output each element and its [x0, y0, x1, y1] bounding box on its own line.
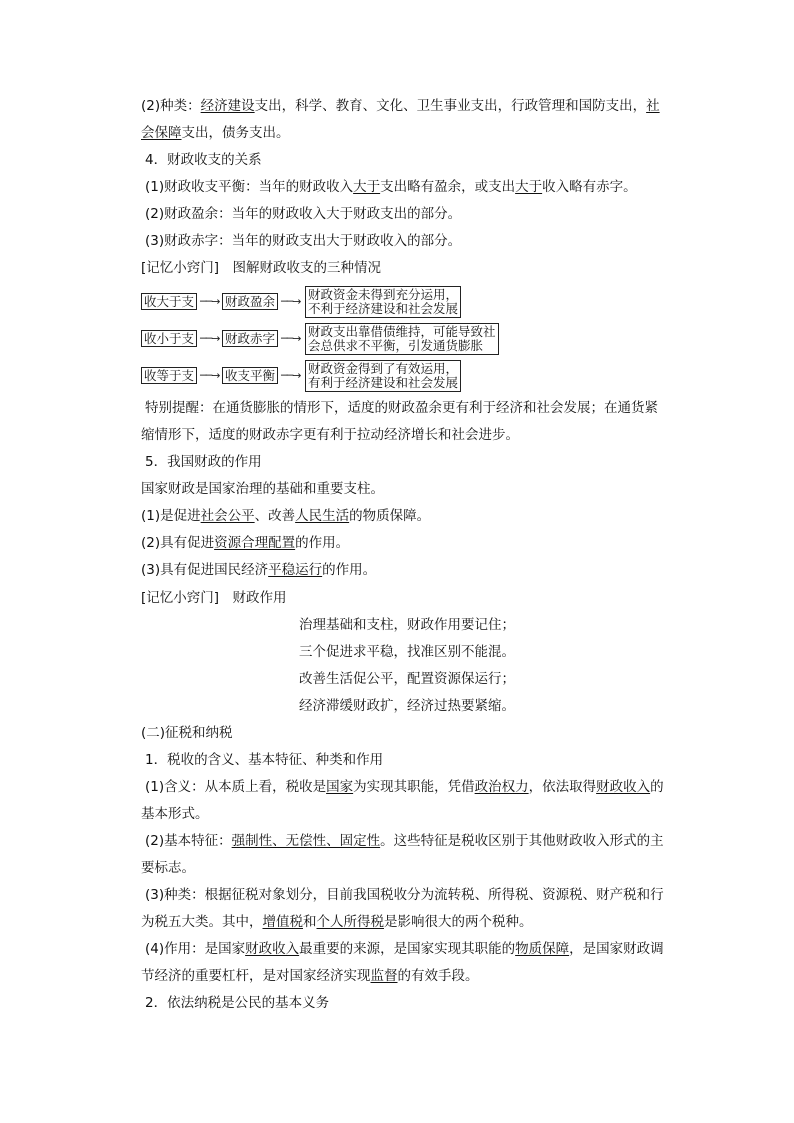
- memory-tip-heading: [记忆小窍门] 财政作用: [141, 590, 287, 606]
- role-item-2: [141, 533, 349, 553]
- underlined-term: 政治权力: [474, 779, 529, 795]
- result-box: [305, 286, 461, 318]
- arrow-icon: ──→: [281, 332, 301, 345]
- tax-features-line2: 要标志。: [141, 860, 195, 876]
- text: (3)具有促进国民经济: [141, 562, 269, 578]
- special-reminder-line1: 特别提醒：在通货膨胀的情形下，适度的财政盈余更有利于经济和社会发展；在通货紧: [145, 400, 658, 416]
- expenditure-types-line1: [141, 96, 660, 116]
- intro-paragraph: 国家财政是国家治理的基础和重要支柱。: [141, 481, 384, 497]
- result-line: 有利于经济建设和社会发展: [308, 375, 459, 390]
- underlined-term: 增值税: [262, 914, 303, 930]
- text: ，是国家财政调: [569, 941, 664, 957]
- poem-line: 三个促进求平稳，找准区别不能混。: [299, 644, 515, 660]
- state-box: 财政赤字: [222, 330, 278, 347]
- text: (2)具有促进: [141, 535, 215, 551]
- section-heading: 4．财政收支的关系: [145, 152, 262, 168]
- text: 的: [650, 779, 664, 795]
- section-heading: 5．我国财政的作用: [145, 454, 262, 470]
- expenditure-types-line2: [141, 123, 290, 143]
- text: 收入略有赤字。: [542, 179, 637, 195]
- memory-tip-heading: [记忆小窍门] 图解财政收支的三种情况: [141, 260, 382, 276]
- arrow-icon: ──→: [200, 295, 220, 308]
- result-line: 财政资金得到了有效运用，: [308, 361, 459, 376]
- text: (1)财政收支平衡：当年的财政收入: [145, 179, 354, 195]
- underlined-term: 国家: [326, 779, 354, 795]
- text: 的作用。: [295, 535, 350, 551]
- underlined-term: 强制性、无偿性、固定性: [231, 833, 381, 849]
- text: (1)含义：从本质上看，税收是: [145, 779, 327, 795]
- underlined-term: 人民生活: [295, 508, 350, 524]
- text: 、改善: [254, 508, 296, 524]
- diagram-row-surplus: [141, 286, 541, 318]
- result-box: [305, 323, 499, 355]
- role-item-3: [141, 560, 376, 580]
- diagram-row-deficit: [141, 323, 541, 355]
- state-box: 收支平衡: [222, 367, 278, 384]
- condition-box: 收等于支: [141, 367, 197, 384]
- poem-line: 治理基础和支柱，财政作用要记住；: [299, 617, 515, 633]
- underlined-term: 大于: [353, 179, 381, 195]
- text: 最重要的来源，是国家实现其职能的: [299, 941, 516, 957]
- tax-role-line2: [141, 966, 479, 986]
- arrow-icon: ──→: [200, 332, 220, 345]
- result-line: 会总供求不平衡，引发通货膨胀: [308, 338, 484, 353]
- text: (1)是促进: [141, 508, 201, 524]
- tax-meaning-line1: [145, 777, 664, 797]
- underlined-term: 会保障: [141, 125, 182, 141]
- underlined-term: 经济建设: [200, 98, 255, 114]
- section-title: (二)征税和纳税: [141, 725, 233, 741]
- text: 支出略有盈余，或支出: [380, 179, 516, 195]
- underlined-term: 财政收入: [596, 779, 651, 795]
- underlined-term: 平稳运行: [268, 562, 323, 578]
- text: 支出，债务支出。: [181, 125, 290, 141]
- text: 为实现其职能，凭借: [353, 779, 475, 795]
- tax-features-line1: [145, 831, 664, 851]
- result-line: 财政支出靠借债维持，可能导致社: [308, 324, 496, 339]
- text: 。这些特征是税收区别于其他财政收入形式的主: [380, 833, 664, 849]
- special-reminder-line2: 缩情形下，适度的财政赤字更有利于拉动经济增长和社会进步。: [141, 427, 519, 443]
- arrow-icon: ──→: [281, 369, 301, 382]
- tax-meaning-line2: 基本形式。: [141, 806, 209, 822]
- tax-role-line1: [145, 939, 664, 959]
- text: 为税五大类。其中，: [141, 914, 263, 930]
- text: (2)种类：: [141, 98, 201, 114]
- tax-types-line2: [141, 912, 533, 932]
- underlined-term: 监督: [370, 968, 398, 984]
- text: 节经济的重要杠杆，是对国家经济实现: [141, 968, 371, 984]
- text: 的物质保障。: [349, 508, 431, 524]
- underlined-term: 个人所得税: [316, 914, 384, 930]
- surplus-paragraph: (2)财政盈余：当年的财政收入大于财政支出的部分。: [145, 206, 462, 222]
- text: 的有效手段。: [397, 968, 479, 984]
- role-item-1: [141, 506, 430, 526]
- underlined-term: 大于: [515, 179, 543, 195]
- result-line: 财政资金未得到充分运用，: [308, 287, 459, 302]
- arrow-icon: ──→: [200, 369, 220, 382]
- deficit-paragraph: (3)财政赤字：当年的财政支出大于财政收入的部分。: [145, 233, 462, 249]
- poem-line: 经济滞缓财政扩，经济过热要紧缩。: [299, 698, 515, 714]
- underlined-term: 物质保障: [515, 941, 570, 957]
- text: (2)基本特征：: [145, 833, 232, 849]
- result-line: 不利于经济建设和社会发展: [308, 301, 459, 316]
- condition-box: 收大于支: [141, 293, 197, 310]
- underlined-term: 资源合理配置: [214, 535, 296, 551]
- section-heading: 1．税收的含义、基本特征、种类和作用: [145, 752, 384, 768]
- text: 的作用。: [322, 562, 377, 578]
- arrow-icon: ──→: [281, 295, 301, 308]
- balance-paragraph: [145, 177, 637, 197]
- text: (4)作用：是国家: [145, 941, 246, 957]
- text: ，依法取得: [528, 779, 597, 795]
- underlined-term: 社会公平: [200, 508, 255, 524]
- text: 支出，科学、教育、文化、卫生事业支出，行政管理和国防支出，: [254, 98, 647, 114]
- state-box: 财政盈余: [222, 293, 278, 310]
- underlined-term: 社: [646, 98, 660, 114]
- text: 和: [303, 914, 317, 930]
- condition-box: 收小于支: [141, 330, 197, 347]
- text: 是影响很大的两个税种。: [384, 914, 533, 930]
- tax-types-line1: (3)种类：根据征税对象划分，目前我国税收分为流转税、所得税、资源税、财产税和行: [145, 887, 664, 903]
- result-box: [305, 360, 461, 392]
- underlined-term: 财政收入: [245, 941, 300, 957]
- section-heading: 2．依法纳税是公民的基本义务: [145, 995, 330, 1011]
- diagram-row-balance: [141, 360, 541, 392]
- poem-line: 改善生活促公平，配置资源保运行；: [299, 671, 515, 687]
